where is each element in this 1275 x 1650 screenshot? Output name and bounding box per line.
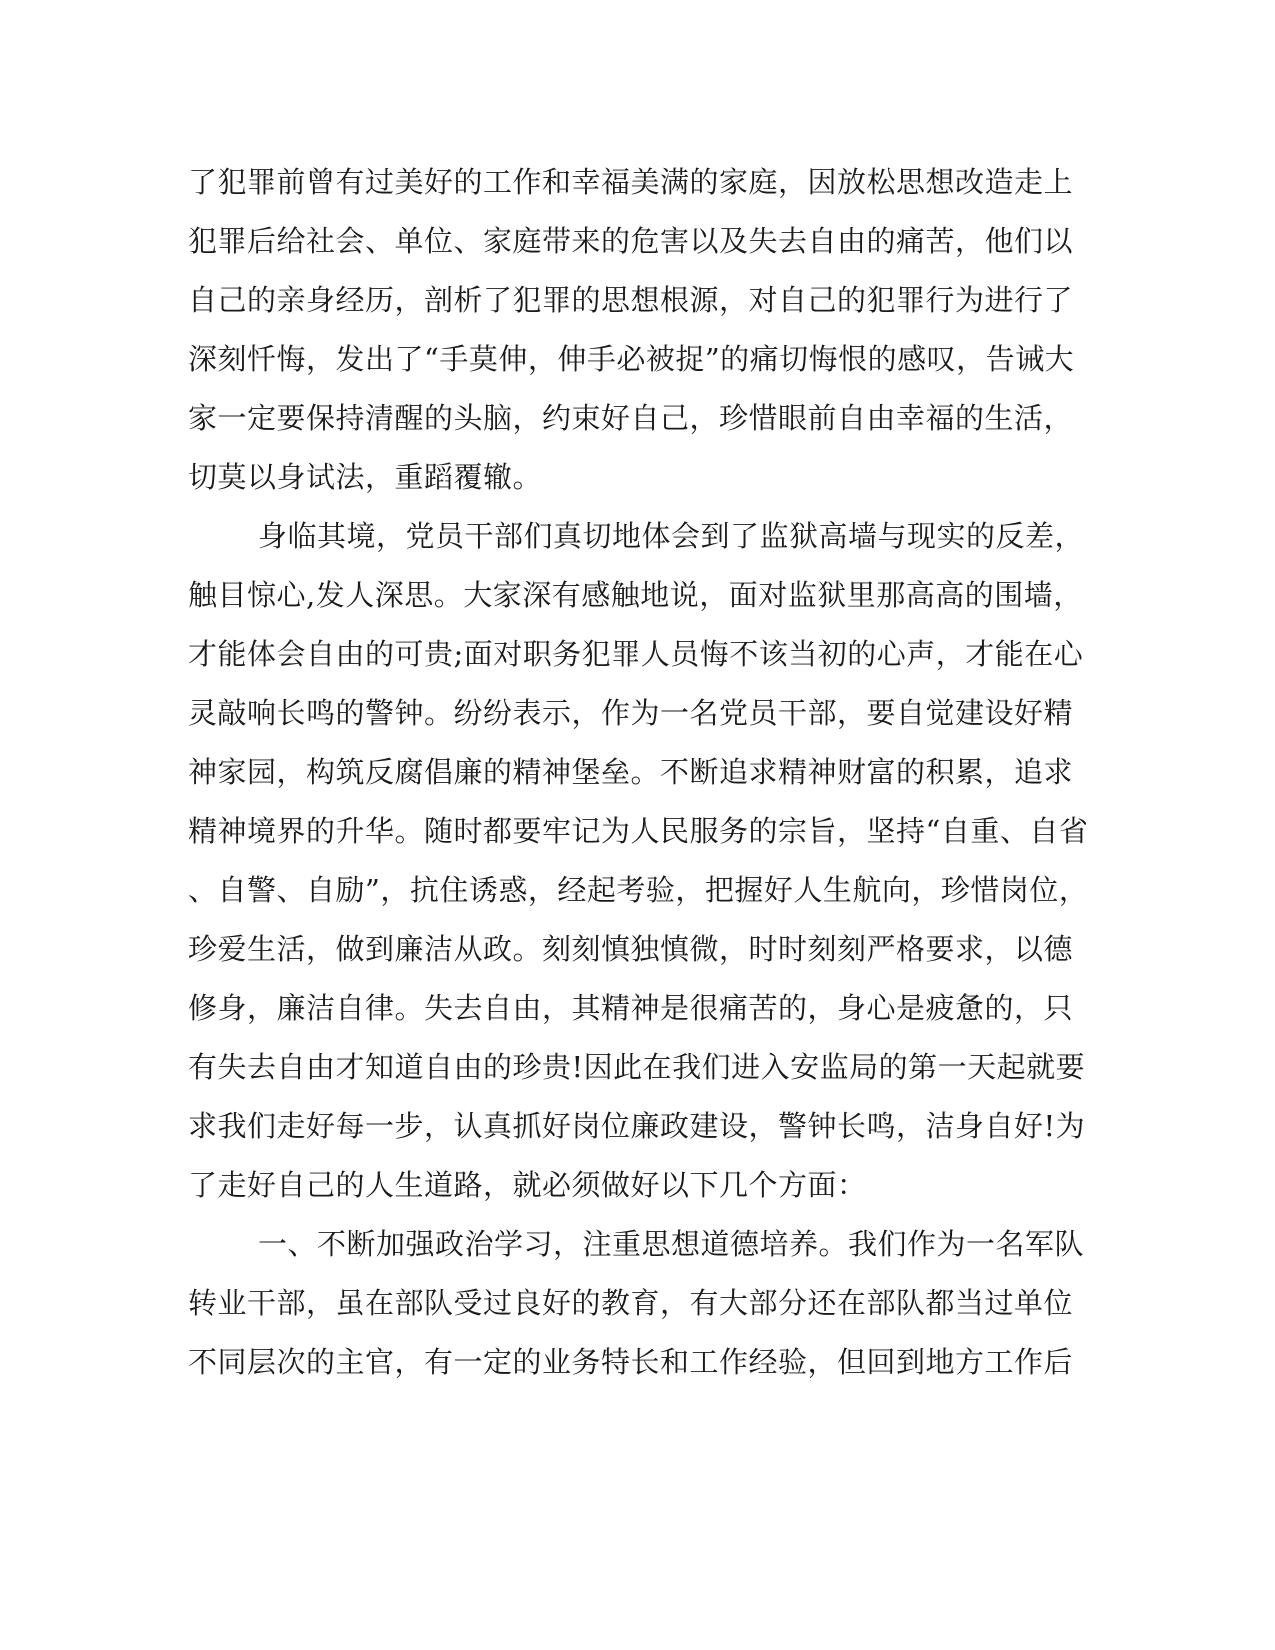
text-line: 自己的亲身经历，剖析了犯罪的思想根源，对自己的犯罪行为进行了 [188, 283, 1074, 317]
text-line: 修身，廉洁自律。失去自由，其精神是很痛苦的，身心是疲惫的，只 [188, 991, 1074, 1025]
text-line: 求我们走好每一步，认真抓好岗位廉政建设，警钟长鸣，洁身自好!为 [188, 1109, 1086, 1143]
text-line: 家一定要保持清醒的头脑，约束好自己，珍惜眼前自由幸福的生活， [188, 401, 1074, 435]
text-line: 有失去自由才知道自由的珍贵!因此在我们进入安监局的第一天起就要 [188, 1050, 1086, 1084]
text-line: 精神境界的升华。随时都要牢记为人民服务的宗旨，坚持“自重、自省 [188, 814, 1089, 848]
text-line: 不同层次的主官，有一定的业务特长和工作经验，但回到地方工作后 [188, 1345, 1074, 1379]
paragraph-first-line: 身临其境，党员干部们真切地体会到了监狱高墙与现实的反差， [258, 519, 1085, 553]
text-line: 转业干部，虽在部队受过良好的教育，有大部分还在部队都当过单位 [188, 1286, 1074, 1320]
text-line: 了犯罪前曾有过美好的工作和幸福美满的家庭，因放松思想改造走上 [188, 165, 1074, 199]
text-line: 神家园，构筑反腐倡廉的精神堡垒。不断追求精神财富的积累，追求 [188, 755, 1074, 789]
text-line: 了走好自己的人生道路，就必须做好以下几个方面： [188, 1168, 867, 1202]
text-line: 切莫以身试法，重蹈覆辙。 [188, 460, 543, 494]
text-line: 才能体会自由的可贵;面对职务犯罪人员悔不该当初的心声，才能在心 [188, 637, 1084, 671]
text-line: 灵敲响长鸣的警钟。纷纷表示，作为一名党员干部，要自觉建设好精 [188, 696, 1074, 730]
text-line: 触目惊心,发人深思。大家深有感触地说，面对监狱里那高高的围墙， [188, 578, 1083, 612]
text-line: 珍爱生活，做到廉洁从政。刻刻慎独慎微，时时刻刻严格要求，以德 [188, 932, 1074, 966]
text-line: 犯罪后给社会、单位、家庭带来的危害以及失去自由的痛苦，他们以 [188, 224, 1074, 258]
paragraph-first-line: 一、不断加强政治学习，注重思想道德培养。我们作为一名军队 [258, 1227, 1085, 1261]
text-line: 、自警、自励”，抗住诱惑，经起考验，把握好人生航向，珍惜岗位， [188, 873, 1089, 907]
text-line: 深刻忏悔，发出了“手莫伸，伸手必被捉”的痛切悔恨的感叹，告诫大 [188, 342, 1075, 376]
